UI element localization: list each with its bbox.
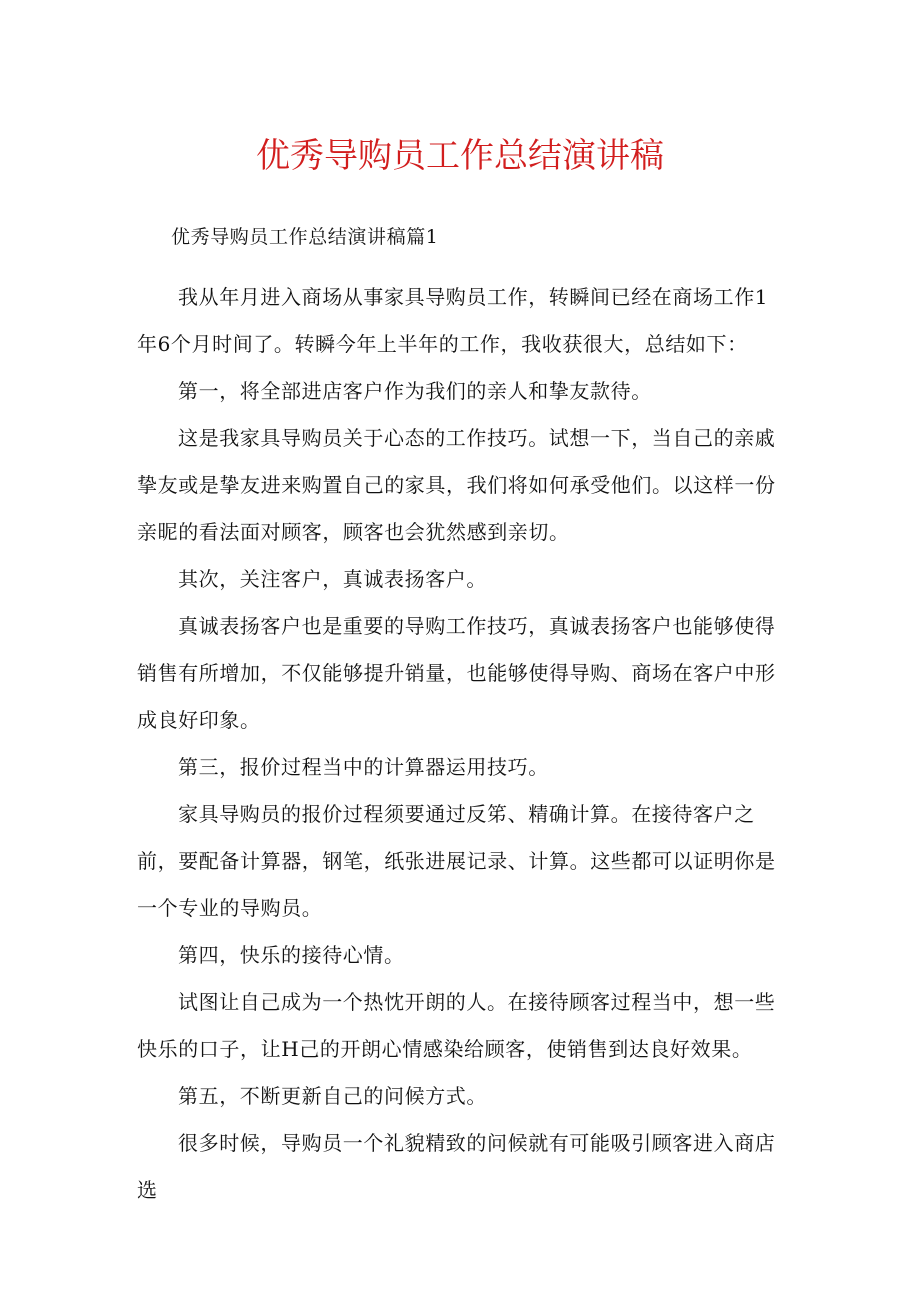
- document-title: 优秀导购员工作总结演讲稿: [256, 136, 664, 176]
- paragraph-11: 很多时候，导购员一个礼貌精致的问候就有可能吸引顾客进入商店选: [137, 1131, 776, 1202]
- paragraph-4: 其次，关注客户，真诚表扬客户。: [178, 567, 487, 591]
- paragraph-1: 我从年月进入商场从事家具导购员工作，转瞬间已经在商场工作1年6个月时间了。转瞬今年上半年的工作，我收获很大，总结如下：: [137, 285, 769, 356]
- section-heading: 优秀导购员工作总结演讲稿篇1: [171, 226, 439, 248]
- paragraph-8: 第四，快乐的接待心情。: [178, 943, 405, 967]
- paragraph-3: 这是我家具导购员关于心态的工作技巧。试想一下，当自己的亲戚挚友或是挚友进来购置自己的家具，我们将如何承受他们。以这样一份亲昵的看法面对顾客，顾客也会犹然感到亲切。: [137, 426, 776, 544]
- paragraph-2: 第一，将全部进店客户作为我们的亲人和挚友款待。: [178, 379, 652, 403]
- paragraph-7: 家具导购员的报价过程须要通过反笫、精确计算。在接待客户之前，要配备计算器，钢笔，纸张进展记录、计算。这些都可以证明你是一个专业的导购员。: [137, 802, 776, 920]
- document-body: [137, 214, 787, 1214]
- paragraph-10: 第五，不断更新自己的问候方式。: [178, 1084, 487, 1108]
- paragraph-9: 试图让自己成为一个热忱开朗的人。在接待顾客过程当中，想一些快乐的口子，让H己的开朗心情感染给顾客，使销售到达良好效果。: [137, 990, 776, 1061]
- paragraph-6: 第三，报价过程当中的计算器运用技巧。: [178, 755, 549, 779]
- paragraph-5: 真诚表扬客户也是重要的导购工作技巧，真诚表扬客户也能够使得销售有所增加，不仅能够提升销量，也能够使得导购、商场在客户中形成良好印象。: [137, 614, 776, 732]
